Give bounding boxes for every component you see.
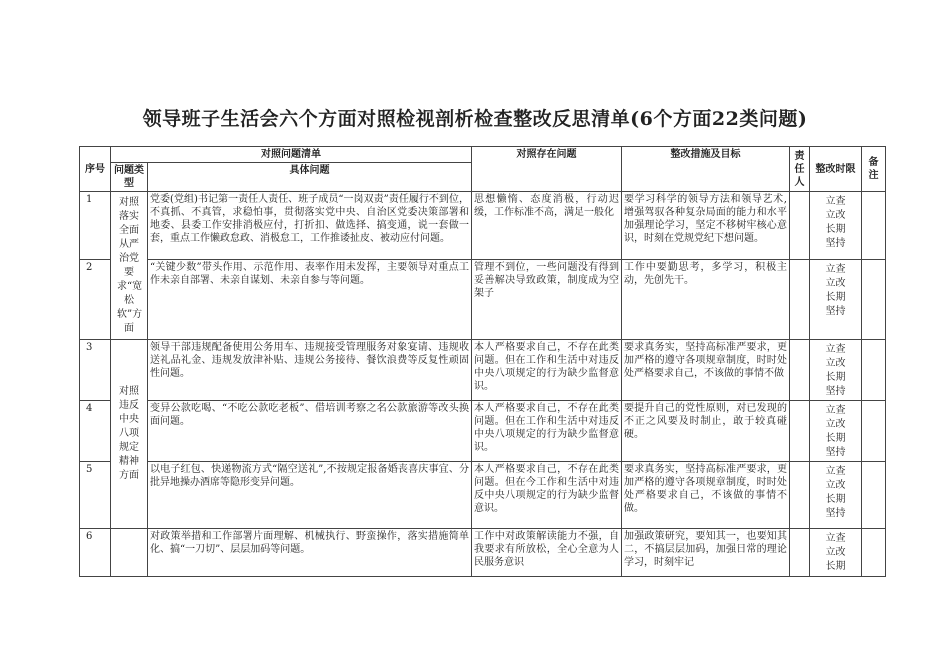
specific-problem: 变异公款吃喝、“不吃公款吃老板”、借培训考察之名公款旅游等改头换面问题。 (148, 401, 472, 462)
responsible-cell (790, 529, 810, 577)
existing-problem: 工作中对政策解读能力不强，自我要求有所放松，全心全意为人民服务意识 (472, 529, 622, 577)
row-number: 1 (80, 192, 111, 260)
rectification-measure: 要提升自己的党性原则，对已发现的不正之风要及时制止，敢于较真碰硬。 (622, 401, 790, 462)
deadline-cell: 立查 立改 长期 坚持 (810, 401, 862, 462)
responsible-cell (790, 260, 810, 340)
deadline-cell: 立查 立改 长期 坚持 (810, 462, 862, 529)
responsible-cell (790, 340, 810, 401)
rectification-measure: 要求真务实，坚持高标准严要求，更加严格的遵守各项规章制度，时时处处严格要求自己，不该做的事情不做。 (622, 462, 790, 529)
table-row (80, 529, 886, 577)
row-number: 3 (80, 340, 111, 401)
deadline-cell: 立查 立改 长期 坚持 (810, 260, 862, 340)
header-measures: 整改措施及目标 (622, 147, 790, 192)
existing-problem: 本人严格要求自己，不存在此类问题。但在今工作和生活中对违反中央八项规定的行为缺少监督意识。 (472, 462, 622, 529)
specific-problem: 党委(党组)书记第一责任人责任、班子成员“一岗双责”责任履行不到位，不真抓、不真管，求稳怕事，贯彻落实党中央、自治区党委决策部署和地委、县委工作安排消极应付，打折扣、做选择、搞变通，说一套做一套，重点工作懒政怠政、消极怠工，工作推诿扯皮、被动应付问题。 (148, 192, 472, 260)
header-remark: 备注 (862, 147, 886, 192)
deadline-cell: 立查 立改 长期 (810, 529, 862, 577)
specific-problem: 领导干部违规配备使用公务用车、违规接受管理服务对象宴请、违规收送礼品礼金、违规发放津补贴、违规公务接待、餐饮浪费等反复性顽固性问题。 (148, 340, 472, 401)
table-row (80, 340, 886, 401)
page-title: 领导班子生活会六个方面对照检视剖析检查整改反思清单(6个方面22类问题) (142, 108, 808, 130)
specific-problem: 对政策举措和工作部署片面理解、机械执行、野蛮操作，落实措施简单化、搞“一刀切”、层层加码等问题。 (148, 529, 472, 577)
table-row (80, 462, 886, 529)
header-row-1 (80, 147, 886, 163)
remark-cell (862, 340, 886, 401)
existing-problem: 管理不到位，一些问题没有得到妥善解决导致政策，制度成为空架子 (472, 260, 622, 340)
remark-cell (862, 401, 886, 462)
rectification-table (79, 146, 886, 577)
remark-cell (862, 529, 886, 577)
row-number: 2 (80, 260, 111, 340)
header-category: 问题类型 (111, 163, 148, 192)
rectification-measure: 加强政策研究，要知其一，也要知其二，不搞层层加码，加强日常的理论学习，时刻牢记 (622, 529, 790, 577)
existing-problem: 思想懒惰、态度消极，行动迟缓，工作标准不高，满足一般化 (472, 192, 622, 260)
specific-problem: “关键少数”带头作用、示范作用、表率作用未发挥，主要领导对重点工作未亲自部署、未亲自谋划、未亲自参与等问题。 (148, 260, 472, 340)
responsible-cell (790, 401, 810, 462)
table-row (80, 192, 886, 260)
category-cell (111, 529, 148, 577)
responsible-cell (790, 192, 810, 260)
responsible-cell (790, 462, 810, 529)
category-cell: 对照违反中央八项规定精神方面 (111, 340, 148, 529)
specific-problem: 以电子红包、快递物流方式“隔空送礼”,不按规定报备婚丧喜庆事宜、分批异地操办酒席等隐形变异问题。 (148, 462, 472, 529)
remark-cell (862, 260, 886, 340)
category-cell: 对照落实全面从严治党要求“宽松软”方面 (111, 192, 148, 340)
row-number: 5 (80, 462, 111, 529)
rectification-measure: 要求真务实，坚持高标准严要求，更加严格的遵守各项规章制度，时时处处严格要求自己，不该做的事情不做 (622, 340, 790, 401)
deadline-cell: 立查 立改 长期 坚持 (810, 192, 862, 260)
header-checklist: 对照问题清单 (111, 147, 472, 163)
deadline-cell: 立查 立改 长期 坚持 (810, 340, 862, 401)
existing-problem: 本人严格要求自己，不存在此类问题。但在工作和生活中对违反中央八项规定的行为缺少监督意识。 (472, 340, 622, 401)
header-existing: 对照存在问题 (472, 147, 622, 192)
remark-cell (862, 192, 886, 260)
rectification-measure: 工作中要勤思考，多学习，积极主动，先创先干。 (622, 260, 790, 340)
existing-problem: 本人严格要求自己，不存在此类问题。但在工作和生活中对违反中央八项规定的行为缺少监督意识。 (472, 401, 622, 462)
header-specific: 具体问题 (148, 163, 472, 192)
table-row (80, 260, 886, 340)
header-deadline: 整改时限 (810, 147, 862, 192)
row-number: 6 (80, 529, 111, 577)
rectification-measure: 要学习科学的领导方法和领导艺术,增强驾驭各种复杂局面的能力和水平加强理论学习，坚定不移树牢核心意识，时刻在党规党纪下想问题。 (622, 192, 790, 260)
header-seq: 序号 (80, 147, 111, 192)
row-number: 4 (80, 401, 111, 462)
table-row (80, 401, 886, 462)
remark-cell (862, 462, 886, 529)
header-responsible: 责任人 (790, 147, 810, 192)
